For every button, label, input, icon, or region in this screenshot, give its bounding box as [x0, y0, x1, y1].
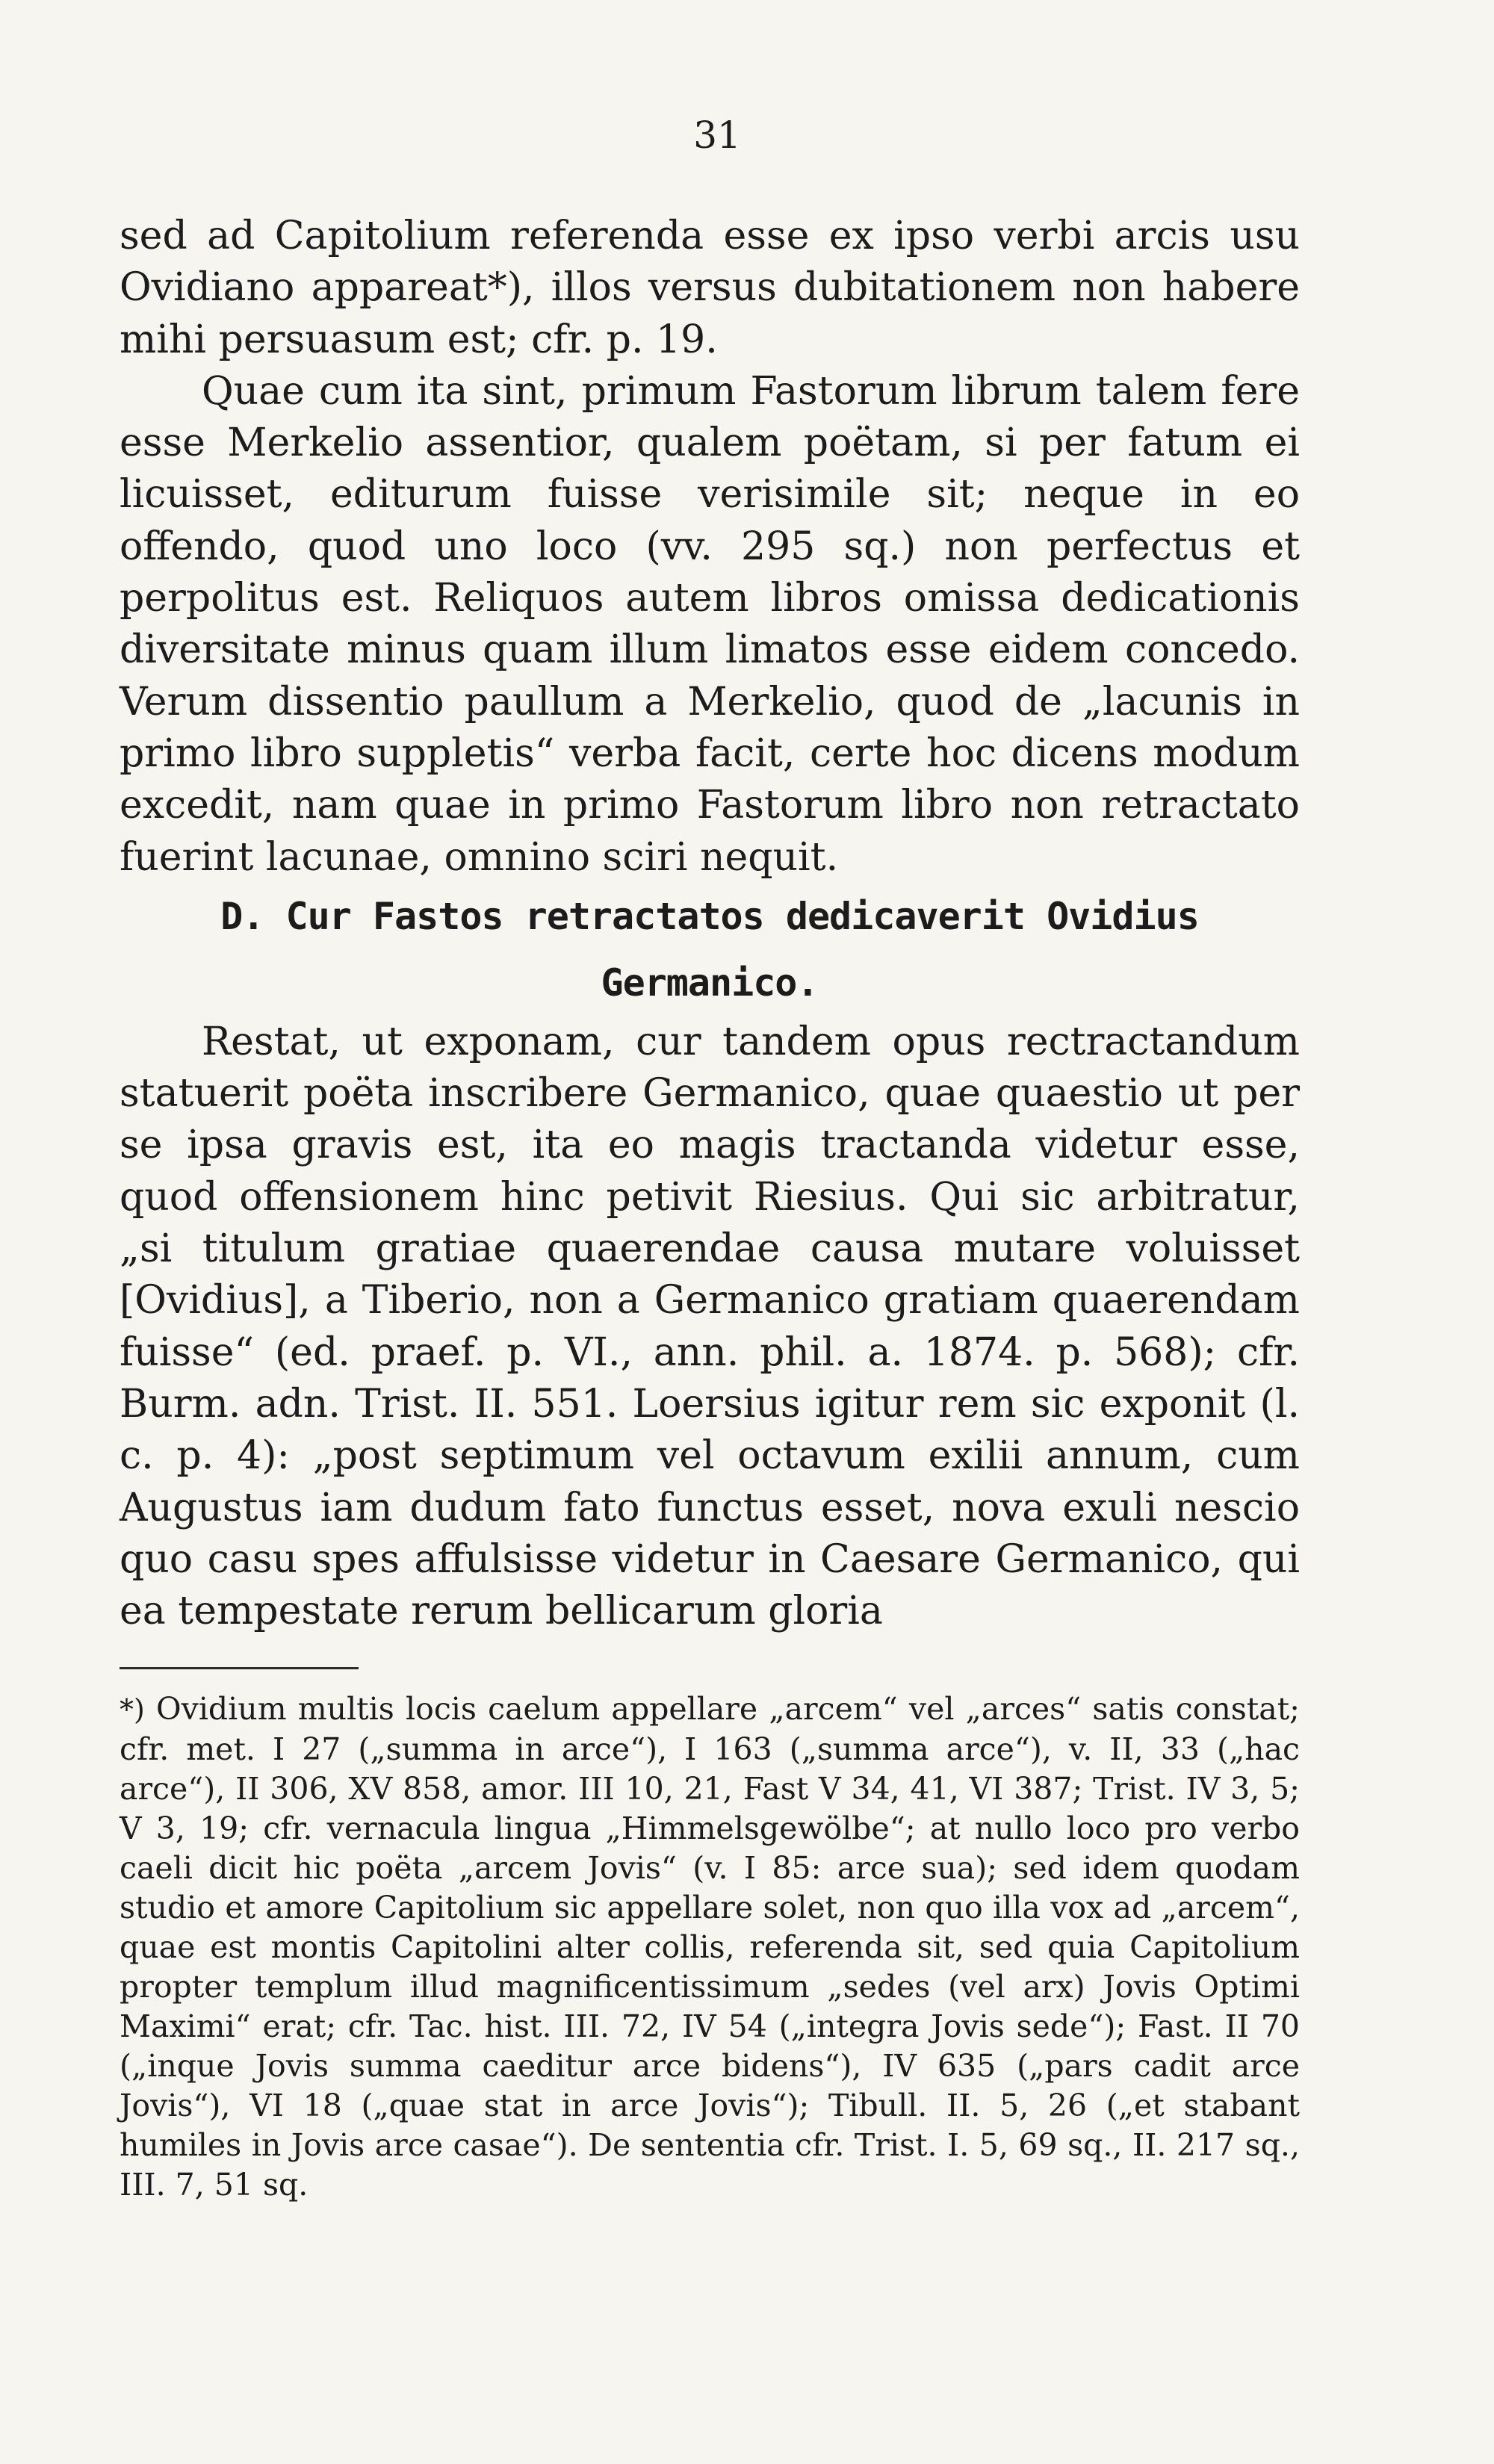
- footnote-text: Ovidium multis locis caelum appellare „arcem“ vel „arces“ satis constat; cfr. met. I 27 („summa in arce“), I 163 („summa arce“), v. II, 33 („hac arce“), II 306, XV 858, amor. III 10, 21, Fast V 34, 41, VI 387; Trist. IV 3, 5; V 3, 19; cfr. vernacula lingua „Himmelsgewölbe“; at nullo loco pro verbo caeli dicit hic poëta „arcem Jovis“ (v. I 85: arce sua); sed idem quodam studio et amore Capitolium sic appellare solet, non quo illa vox ad „arcem“, quae est montis Capitolini alter collis, referenda sit, sed quia Capitolium propter templum illud magnificentissimum „sedes (vel arx) Jovis Optimi Maximi“ erat; cfr. Tac. hist. III. 72, IV 54 („integra Jovis sede“); Fast. II 70 („inque Jovis summa caeditur arce bidens“), IV 635 („pars cadit arce Jovis“), VI 18 („quae stat in arce Jovis“); Tibull. II. 5, 26 („et stabant humiles in Jovis arce casae“). De sententia cfr. Trist. I. 5, 69 sq., II. 217 sq., III. 7, 51 sq.: [120, 1691, 1300, 2203]
- footnote: [120, 1689, 1300, 2205]
- section-heading: D. Cur Fastos retractatos dedicaverit Ovidius Germanico.: [220, 894, 1199, 1005]
- main-text: [120, 211, 1300, 1637]
- page-number: 31: [693, 114, 741, 157]
- footnote-marker: *): [120, 1693, 145, 1726]
- paragraph-section-d: Restat, ut exponam, cur tandem opus rectractandum statuerit poëta inscribere Germanico, quae quaestio ut per se ipsa gravis est, ita eo magis tractanda videtur esse, quod offensionem hinc petivit Riesius. Qui sic arbitratur, „si titulum gratiae quaerendae causa mutare voluisset [Ovidius], a Tiberio, non a Germanico gratiam quaerendam fuisse“ (ed. praef. p. VI., ann. phil. a. 1874. p. 568); cfr. Burm. adn. Trist. II. 551. Loersius igitur rem sic exponit (l. c. p. 4): „post septimum vel octavum exilii annum, cum Augustus iam dudum fato functus esset, nova exuli nescio quo casu spes affulsisse videtur in Caesare Germanico, qui ea tempestate rerum bellicarum gloria: [120, 1019, 1300, 1634]
- footnote-divider: [120, 1667, 359, 1669]
- paragraph-merkel: Quae cum ita sint, primum Fastorum librum talem fere esse Merkelio assentior, qualem poëtam, si per fatum ei licuisset, editurum fuisse verisimile sit; neque in eo offendo, quod uno loco (vv. 295 sq.) non perfectus et perpolitus est. Reliquos autem libros omissa dedicationis diversitate minus quam illum limatos esse eidem concedo. Verum dissentio paullum a Merkelio, quod de „lacunis in primo libro suppletis“ verba facit, certe hoc dicens modum excedit, nam quae in primo Fastorum libro non retractato fuerint lacunae, omnino sciri nequit.: [120, 368, 1300, 880]
- paragraph-continuation: sed ad Capitolium referenda esse ex ipso verbi arcis usu Ovidiano appareat*), illos versus dubitationem non habere mihi persuasum est; cfr. p. 19.: [120, 214, 1300, 362]
